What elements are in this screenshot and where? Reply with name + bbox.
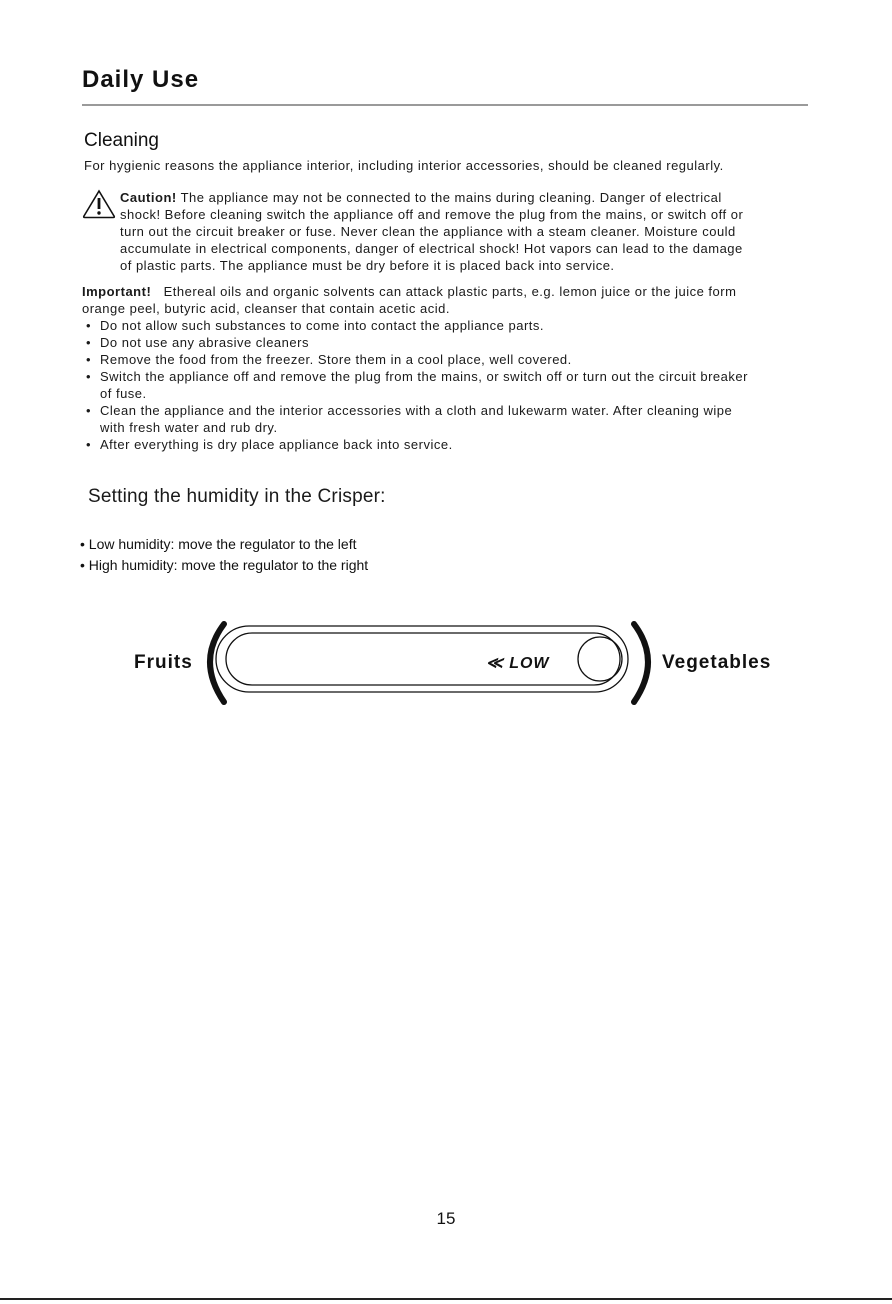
regulator-outer-track <box>216 626 628 692</box>
humidity-heading: Setting the humidity in the Crisper: <box>88 486 386 507</box>
list-item <box>82 402 812 436</box>
caution-line-2: shock! Before cleaning switch the appliance off and remove the plug from the mains, or switch off or <box>120 207 744 222</box>
left-bracket-icon <box>210 624 224 702</box>
bullet-dot: • <box>86 352 92 367</box>
title-divider <box>82 104 808 106</box>
warning-triangle-icon <box>82 189 116 219</box>
list-item-text: Remove the food from the freezer. Store them in a cool place, well covered. <box>100 352 572 367</box>
important-line-1-text: Ethereal oils and organic solvents can attack plastic parts, e.g. lemon juice or the juice form <box>151 284 737 299</box>
bullet-dot: • <box>86 437 92 452</box>
caution-block <box>120 189 810 274</box>
caution-line-1-text: The appliance may not be connected to the mains during cleaning. Danger of electrical <box>176 190 722 205</box>
page-number: 15 <box>436 1209 456 1228</box>
cleaning-bullet-list <box>82 317 812 453</box>
bottom-border <box>0 1298 892 1300</box>
regulator-inner-track <box>226 633 620 685</box>
list-item <box>82 351 812 368</box>
right-bracket-icon <box>634 624 648 702</box>
cleaning-intro: For hygienic reasons the appliance interior, including interior accessories, should be cleaned regularly. <box>84 158 724 173</box>
list-item <box>82 334 812 351</box>
regulator-knob[interactable] <box>578 637 622 681</box>
regulator-low-indicator: ≪ LOW <box>486 655 550 672</box>
caution-line-1 <box>120 189 810 206</box>
bullet-dot: • <box>86 369 92 384</box>
humidity-item-low: • Low humidity: move the regulator to the left <box>80 536 357 552</box>
list-item <box>82 368 812 402</box>
important-label: Important! <box>82 284 152 299</box>
regulator-right-label: Vegetables <box>662 652 772 673</box>
cleaning-heading: Cleaning <box>84 130 159 151</box>
humidity-list <box>80 534 368 576</box>
list-item <box>82 436 812 453</box>
important-line-2: orange peel, butyric acid, cleanser that contain acetic acid. <box>82 301 450 316</box>
bullet-dot: • <box>86 318 92 333</box>
humidity-regulator-diagram <box>120 616 800 706</box>
page-title: Daily Use <box>82 66 200 93</box>
regulator-left-label: Fruits <box>134 652 193 673</box>
list-item <box>82 317 812 334</box>
list-item-text: Do not use any abrasive cleaners <box>100 335 309 350</box>
bullet-dot: • <box>86 335 92 350</box>
list-item-text: Clean the appliance and the interior accessories with a cloth and lukewarm water. After cleaning wipe <box>100 403 733 418</box>
list-item-text: Switch the appliance off and remove the plug from the mains, or switch off or turn out the circuit breaker <box>100 369 748 384</box>
list-item-text: Do not allow such substances to come into contact the appliance parts. <box>100 318 545 333</box>
important-block <box>82 283 812 317</box>
list-item-continuation: of fuse. <box>100 386 147 401</box>
caution-line-4: accumulate in electrical components, danger of electrical shock! Hot vapors can lead to the damage <box>120 241 743 256</box>
caution-line-5: of plastic parts. The appliance must be dry before it is placed back into service. <box>120 258 615 273</box>
bullet-dot: • <box>86 403 92 418</box>
caution-label: Caution! <box>120 190 177 205</box>
caution-line-3: turn out the circuit breaker or fuse. Never clean the appliance with a steam cleaner. Moisture could <box>120 224 736 239</box>
list-item-continuation: with fresh water and rub dry. <box>100 420 278 435</box>
important-line-1 <box>82 283 812 300</box>
list-item-text: After everything is dry place appliance back into service. <box>100 437 453 452</box>
humidity-item-high: • High humidity: move the regulator to the right <box>80 557 369 573</box>
